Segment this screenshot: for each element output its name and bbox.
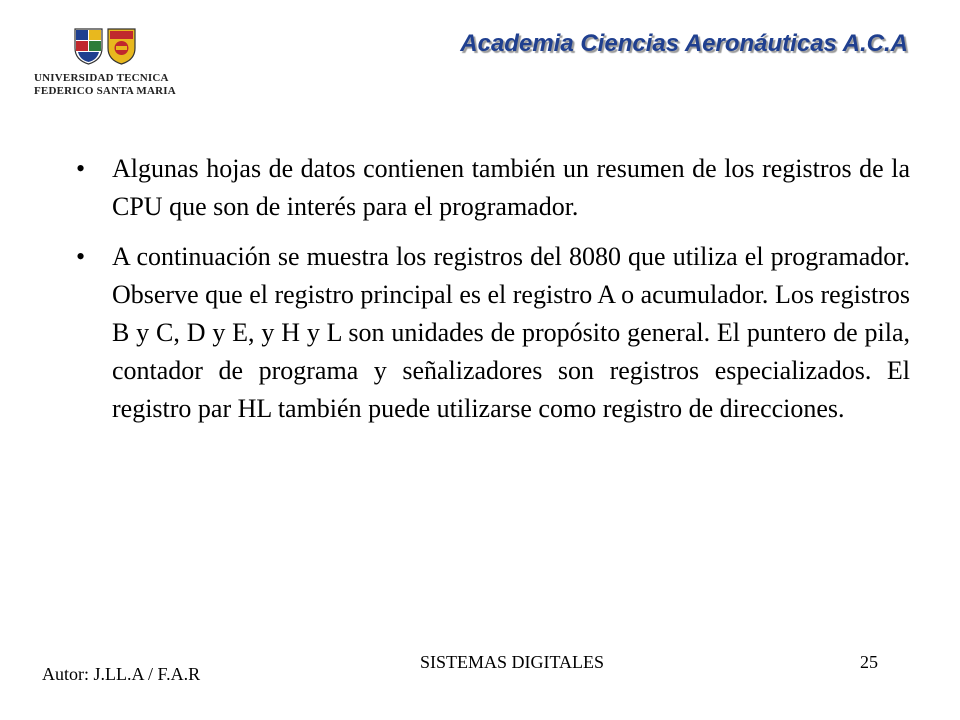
page-number: 25 [860,652,878,672]
bullet-item-1 [74,150,910,226]
university-name-line2: FEDERICO SANTA MARIA [34,85,176,97]
slide-content [74,150,910,440]
bullet-item-2 [74,238,910,428]
footer-course: SISTEMAS DIGITALES [420,652,605,672]
header-title: Academia Ciencias Aeronáuticas A.C.A [460,30,908,57]
university-name-line1: UNIVERSIDAD TECNICA [34,72,169,84]
university-logo [34,26,184,106]
bullet-text: A continuación se muestra los registros del 8080 que utiliza el programador. Observe que el registro principal es el registro A o acumulador. Los registros B y C, D y E, y H y L son unidades de propósito general. El puntero de pila, contador de programa y señalizadores son registros especializados. El registro par HL también puede utilizarse como registro de direcciones. [112,242,910,423]
university-name [34,72,184,98]
university-crest-icon [72,26,138,66]
bullet-mark: • [76,154,86,183]
bullet-text: Algunas hojas de datos contienen también un resumen de los registros de la CPU que son de interés para el programador. [112,154,910,221]
footer-author: Autor: J.LL.A / F.A.R [42,664,201,684]
bullet-mark: • [76,242,86,271]
